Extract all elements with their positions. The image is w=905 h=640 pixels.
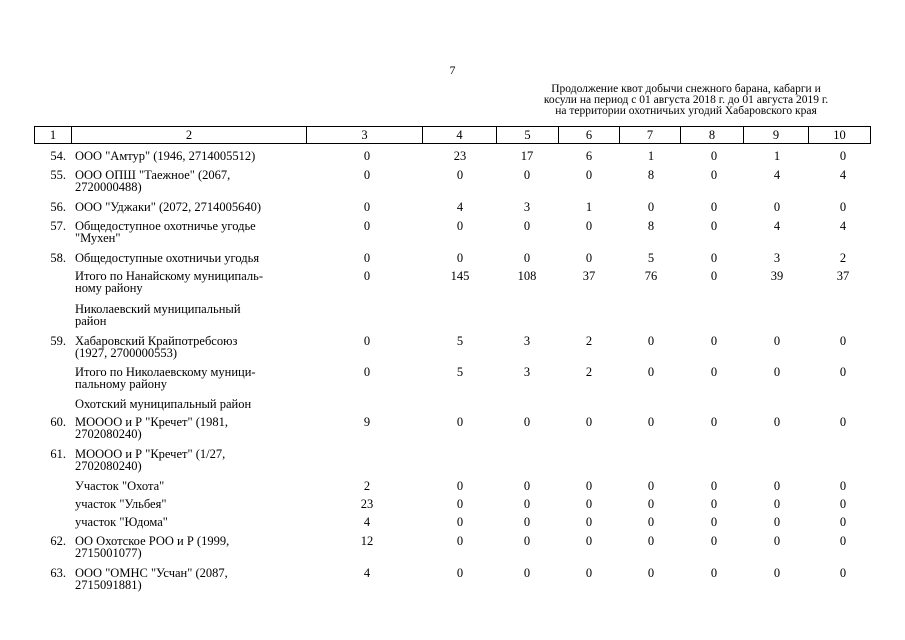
cell-col-7: 0 <box>647 566 655 580</box>
cell-col-10: 37 <box>836 269 850 283</box>
row-name-line: Итого по Николаевскому муници- <box>75 365 256 379</box>
cell-col-6: 37 <box>582 269 596 283</box>
row-name <box>75 270 305 294</box>
row-name-line: ООО ОПШ "Таежное" (2067, <box>75 168 231 182</box>
row-name-line: ООО "Уджаки" (2072, 2714005640) <box>75 200 262 214</box>
row-number: 59. <box>50 334 66 348</box>
cell-col-10: 0 <box>839 200 847 214</box>
row-name <box>75 416 305 440</box>
row-name <box>75 480 305 492</box>
caption-line-2: косули на период с 01 августа 2018 г. до 01 августа 2019 г. <box>543 94 829 106</box>
cell-col-3: 0 <box>363 251 371 265</box>
cell-col-10: 0 <box>839 515 847 529</box>
caption-line-3: на территории охотничьих угодий Хабаровского края <box>555 105 817 117</box>
cell-col-7: 0 <box>647 334 655 348</box>
cell-col-6: 0 <box>585 415 593 429</box>
cell-col-5: 0 <box>523 479 531 493</box>
row-number: 58. <box>50 251 66 265</box>
row-name-line: 2715091881) <box>75 578 142 592</box>
column-header-3: 3 <box>306 126 423 144</box>
row-name <box>75 516 305 528</box>
cell-col-8: 0 <box>710 534 718 548</box>
cell-col-6: 1 <box>585 200 593 214</box>
cell-col-5: 3 <box>523 365 531 379</box>
cell-col-8: 0 <box>710 269 718 283</box>
cell-col-7: 5 <box>647 251 655 265</box>
cell-col-5: 0 <box>523 168 531 182</box>
row-name-line: ООО "ОМНС "Усчан" (2087, <box>75 566 228 580</box>
cell-col-4: 0 <box>456 219 464 233</box>
row-name-line: Общедоступное охотничье угодье <box>75 219 256 233</box>
row-name-line: "Мухен" <box>75 231 121 245</box>
cell-col-6: 0 <box>585 534 593 548</box>
row-name-line: район <box>75 314 107 328</box>
cell-col-10: 0 <box>839 497 847 511</box>
cell-col-3: 4 <box>363 566 371 580</box>
row-name-line: 2702080240) <box>75 427 142 441</box>
row-name <box>75 252 305 264</box>
cell-col-9: 0 <box>773 515 781 529</box>
row-name-line: Николаевский муниципальный <box>75 302 241 316</box>
column-header-8: 8 <box>680 126 744 144</box>
row-name-line: Итого по Нанайскому муниципаль- <box>75 269 263 283</box>
caption-line-1: Продолжение квот добычи снежного барана, кабарги и <box>551 83 821 95</box>
cell-col-9: 4 <box>773 168 781 182</box>
cell-col-10: 0 <box>839 149 847 163</box>
row-name <box>75 201 305 213</box>
row-name-line: МОООО и Р "Кречет" (1/27, <box>75 447 226 461</box>
cell-col-10: 0 <box>839 415 847 429</box>
row-name-line: ному району <box>75 281 143 295</box>
row-number: 55. <box>50 168 66 182</box>
row-name <box>75 150 305 162</box>
cell-col-8: 0 <box>710 566 718 580</box>
cell-col-8: 0 <box>710 200 718 214</box>
cell-col-6: 0 <box>585 566 593 580</box>
cell-col-10: 0 <box>839 479 847 493</box>
cell-col-7: 0 <box>647 515 655 529</box>
cell-col-4: 0 <box>456 168 464 182</box>
cell-col-9: 0 <box>773 415 781 429</box>
cell-col-4: 0 <box>456 534 464 548</box>
row-number: 62. <box>50 534 66 548</box>
row-name-line: Охотский муниципальный район <box>75 397 252 411</box>
cell-col-6: 0 <box>585 219 593 233</box>
cell-col-7: 0 <box>647 415 655 429</box>
cell-col-8: 0 <box>710 365 718 379</box>
cell-col-4: 0 <box>456 515 464 529</box>
cell-col-5: 3 <box>523 334 531 348</box>
row-name <box>75 169 305 193</box>
row-number: 57. <box>50 219 66 233</box>
cell-col-8: 0 <box>710 334 718 348</box>
cell-col-8: 0 <box>710 515 718 529</box>
cell-col-10: 4 <box>839 219 847 233</box>
cell-col-3: 0 <box>363 334 371 348</box>
column-header-10: 10 <box>808 126 871 144</box>
cell-col-9: 1 <box>773 149 781 163</box>
cell-col-5: 0 <box>523 566 531 580</box>
cell-col-10: 2 <box>839 251 847 265</box>
row-name-line: ООО "Амтур" (1946, 2714005512) <box>75 149 256 163</box>
cell-col-8: 0 <box>710 251 718 265</box>
cell-col-6: 2 <box>585 365 593 379</box>
column-header-6: 6 <box>558 126 620 144</box>
row-name-line: МОООО и Р "Кречет" (1981, <box>75 415 228 429</box>
row-number: 54. <box>50 149 66 163</box>
cell-col-9: 0 <box>773 334 781 348</box>
cell-col-9: 0 <box>773 365 781 379</box>
cell-col-4: 5 <box>456 365 464 379</box>
page-number: 7 <box>449 63 456 77</box>
row-name-line: (1927, 2700000553) <box>75 346 178 360</box>
cell-col-6: 6 <box>585 149 593 163</box>
cell-col-4: 0 <box>456 415 464 429</box>
cell-col-9: 0 <box>773 479 781 493</box>
cell-col-10: 0 <box>839 334 847 348</box>
cell-col-7: 8 <box>647 219 655 233</box>
cell-col-4: 0 <box>456 566 464 580</box>
cell-col-7: 0 <box>647 534 655 548</box>
cell-col-10: 4 <box>839 168 847 182</box>
cell-col-3: 12 <box>360 534 374 548</box>
row-number: 60. <box>50 415 66 429</box>
row-name <box>75 535 305 559</box>
row-name-line: Общедоступные охотничьи угодья <box>75 251 260 265</box>
cell-col-7: 0 <box>647 479 655 493</box>
cell-col-7: 0 <box>647 200 655 214</box>
row-name-line: 2702080240) <box>75 459 142 473</box>
cell-col-8: 0 <box>710 497 718 511</box>
row-name <box>75 567 305 591</box>
cell-col-8: 0 <box>710 415 718 429</box>
cell-col-9: 4 <box>773 219 781 233</box>
cell-col-3: 0 <box>363 365 371 379</box>
column-header-4: 4 <box>422 126 497 144</box>
cell-col-9: 0 <box>773 534 781 548</box>
column-header-2: 2 <box>71 126 307 144</box>
cell-col-3: 9 <box>363 415 371 429</box>
column-header-7: 7 <box>619 126 681 144</box>
cell-col-4: 0 <box>456 251 464 265</box>
cell-col-9: 39 <box>770 269 784 283</box>
row-name-line: пальному району <box>75 377 167 391</box>
row-name <box>75 498 305 510</box>
cell-col-9: 3 <box>773 251 781 265</box>
row-name <box>75 398 305 410</box>
column-header-9: 9 <box>743 126 809 144</box>
cell-col-6: 0 <box>585 479 593 493</box>
row-name-line: ОО Охотское РОО и Р (1999, <box>75 534 230 548</box>
row-number: 63. <box>50 566 66 580</box>
cell-col-8: 0 <box>710 168 718 182</box>
cell-col-5: 17 <box>520 149 534 163</box>
cell-col-5: 0 <box>523 515 531 529</box>
cell-col-3: 2 <box>363 479 371 493</box>
row-name-line: участок "Юдома" <box>75 515 168 529</box>
row-number: 61. <box>50 447 66 461</box>
cell-col-6: 0 <box>585 497 593 511</box>
cell-col-5: 0 <box>523 415 531 429</box>
cell-col-5: 0 <box>523 251 531 265</box>
cell-col-10: 0 <box>839 534 847 548</box>
cell-col-5: 0 <box>523 497 531 511</box>
cell-col-3: 23 <box>360 497 374 511</box>
cell-col-3: 4 <box>363 515 371 529</box>
cell-col-9: 0 <box>773 566 781 580</box>
cell-col-10: 0 <box>839 365 847 379</box>
cell-col-7: 0 <box>647 365 655 379</box>
cell-col-7: 76 <box>644 269 658 283</box>
cell-col-8: 0 <box>710 149 718 163</box>
cell-col-5: 0 <box>523 219 531 233</box>
cell-col-10: 0 <box>839 566 847 580</box>
cell-col-5: 3 <box>523 200 531 214</box>
cell-col-6: 0 <box>585 515 593 529</box>
cell-col-3: 0 <box>363 200 371 214</box>
cell-col-6: 0 <box>585 251 593 265</box>
row-name-line: Участок "Охота" <box>75 479 165 493</box>
column-header-5: 5 <box>496 126 559 144</box>
row-name <box>75 448 305 472</box>
cell-col-7: 8 <box>647 168 655 182</box>
cell-col-3: 0 <box>363 269 371 283</box>
row-name-line: 2720000488) <box>75 180 142 194</box>
row-name <box>75 366 305 390</box>
cell-col-5: 108 <box>517 269 537 283</box>
cell-col-4: 0 <box>456 497 464 511</box>
cell-col-3: 0 <box>363 168 371 182</box>
cell-col-8: 0 <box>710 219 718 233</box>
cell-col-4: 0 <box>456 479 464 493</box>
row-name <box>75 335 305 359</box>
cell-col-5: 0 <box>523 534 531 548</box>
cell-col-4: 145 <box>450 269 470 283</box>
cell-col-9: 0 <box>773 497 781 511</box>
row-name-line: участок "Ульбея" <box>75 497 167 511</box>
row-name <box>75 303 305 327</box>
cell-col-4: 23 <box>453 149 467 163</box>
cell-col-7: 0 <box>647 497 655 511</box>
row-number: 56. <box>50 200 66 214</box>
cell-col-6: 2 <box>585 334 593 348</box>
cell-col-9: 0 <box>773 200 781 214</box>
cell-col-8: 0 <box>710 479 718 493</box>
cell-col-7: 1 <box>647 149 655 163</box>
row-name-line: 2715001077) <box>75 546 142 560</box>
column-header-1: 1 <box>34 126 72 144</box>
cell-col-3: 0 <box>363 219 371 233</box>
cell-col-4: 5 <box>456 334 464 348</box>
row-name-line: Хабаровский Крайпотребсоюз <box>75 334 238 348</box>
cell-col-4: 4 <box>456 200 464 214</box>
row-name <box>75 220 305 244</box>
cell-col-3: 0 <box>363 149 371 163</box>
cell-col-6: 0 <box>585 168 593 182</box>
